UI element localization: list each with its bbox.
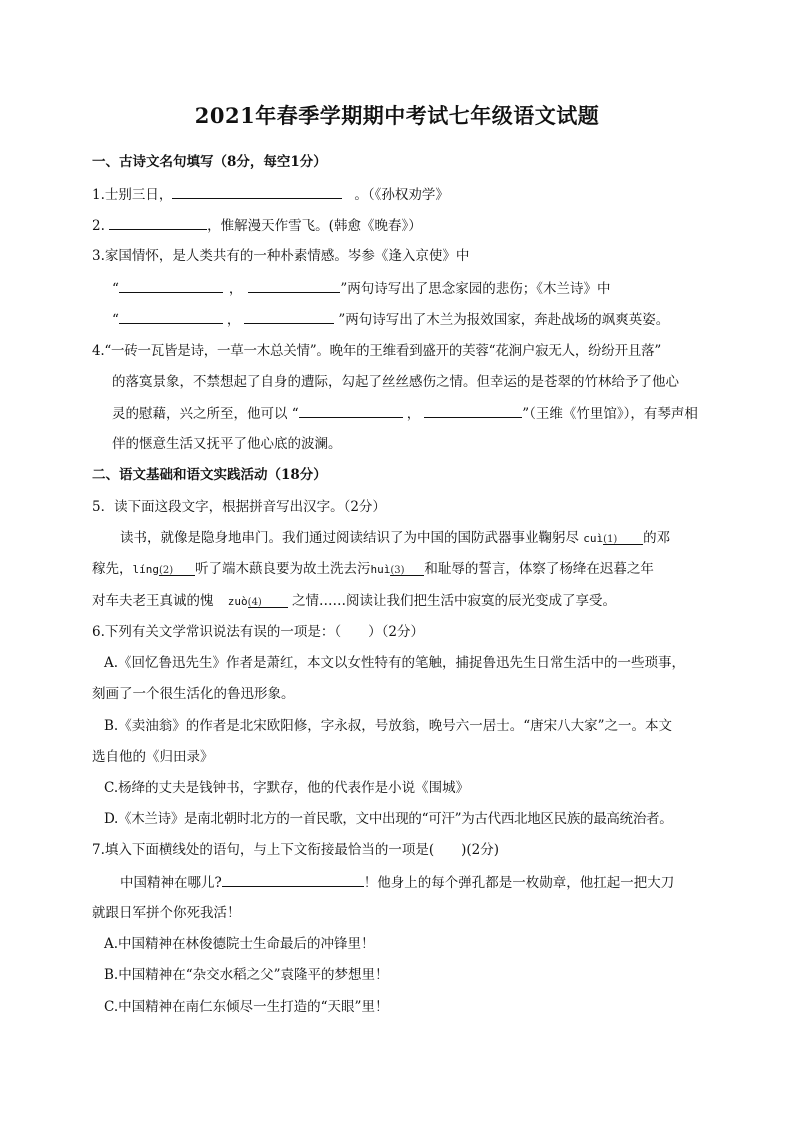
q7-text-2: ！他身上的每个弹孔都是一枚勋章，他扛起一把大刀: [363, 875, 675, 891]
q5-text-7: 之情……阅读让我们把生活中寂寞的辰光变成了享受。: [291, 593, 616, 609]
q3-line-2: [112, 278, 611, 299]
q3-line-3-suffix: ”两句诗写出了木兰为报效国家，奔赴战场的飒爽英姿。: [338, 312, 670, 328]
q5-text-5: 和耻辱的誓言，体察了杨绛在迟暮之年: [424, 561, 654, 577]
q4-blank-2: [424, 403, 522, 418]
q5-para-line-3: [92, 591, 616, 612]
q5-stem: 5．读下面这段文字，根据拼音写出汉字。（2分）: [92, 499, 386, 515]
q7-stem: 7.填入下面横线处的语句，与上下文衔接最恰当的一项是( )(2分): [92, 842, 500, 858]
q5-blank-3: (3): [390, 561, 424, 576]
q1-prefix: 1.士别三日，: [92, 187, 173, 203]
q3-open-quote: “: [112, 281, 119, 297]
q4-line-1: 4.“一砖一瓦皆是诗，一草一木总关情”。晚年的王维看到盛开的芙蓉“花涧户寂无人，纷纷开且落”: [92, 343, 661, 359]
q3-blank-1: [119, 278, 223, 293]
q5-pinyin-4: zuò: [227, 595, 248, 608]
q3-line-1: 3.家国情怀，是人类共有的一种朴素情感。岑参《逢入京使》中: [92, 248, 470, 264]
q5-pinyin-1: cuì: [583, 532, 604, 545]
question-2: [92, 215, 422, 236]
q3-line-3: [112, 309, 669, 330]
q4-line-3-suffix: ”（王维《竹里馆》），有琴声相: [522, 406, 698, 422]
q5-para-line-2: [92, 559, 654, 580]
section-1-heading: 一、古诗文名句填写（8分，每空1分）: [92, 154, 327, 170]
q5-text-4: 听了端木蕻良要为故土洗去污: [195, 561, 371, 577]
q3-blank-3: [119, 309, 223, 324]
q3-line-2-suffix: ”两句诗写出了思念家园的悲伤；《木兰诗》中: [340, 281, 611, 297]
q4-line-2: 的落寞景象，不禁想起了自身的遭际，勾起了丝丝感伤之情。但幸运的是苍翠的竹林给予了他心: [112, 374, 679, 390]
q7-text-1: 中国精神在哪儿?: [120, 875, 222, 891]
q5-pinyin-3: huì: [370, 563, 391, 576]
q6-option-b-line-2: 选自他的《归田录》: [92, 749, 214, 765]
q7-blank: [222, 872, 364, 887]
q4-line-3-prefix: 灵的慰藉，兴之所至，他可以 “: [112, 406, 299, 422]
q4-line-3: [112, 403, 698, 424]
q7-para-line-1: [120, 872, 674, 893]
q5-text-2: 的邓: [643, 530, 671, 546]
question-1: [92, 184, 449, 205]
q6-option-a-line-1: A.《回忆鲁迅先生》作者是萧红，本文以女性特有的笔触，捕捉鲁迅先生日常生活中的一些琐事，: [104, 655, 686, 671]
q3-blank-4: [244, 309, 334, 324]
q6-option-b-line-1: B.《卖油翁》的作者是北宋欧阳修，字永叔，号放翁，晚号六一居士。“唐宋八大家”之一。本文: [104, 718, 673, 734]
q5-text-6: 对车夫老王真诚的愧: [92, 593, 214, 609]
page-title: 2021年春季学期期中考试七年级语文试题: [194, 103, 600, 128]
q3-blank-2: [248, 278, 340, 293]
q7-option-c: C.中国精神在南仁东倾尽一生打造的“天眼”里！: [104, 999, 389, 1015]
q4-blank-1: [299, 403, 403, 418]
q1-suffix: 。（《孙权劝学》: [354, 187, 449, 203]
q2-prefix: 2.: [92, 218, 110, 234]
q4-comma: ，: [406, 406, 421, 422]
q7-option-a: A.中国精神在林俊德院士生命最后的冲锋里！: [104, 936, 375, 952]
q6-option-c: C.杨绛的丈夫是钱钟书，字默存，他的代表作是小说《围城》: [104, 780, 470, 796]
q5-pinyin-2: líng: [132, 563, 159, 576]
q6-option-a-line-2: 刻画了一个很生活化的鲁迅形象。: [92, 686, 295, 702]
q5-blank-2: (2): [159, 561, 195, 576]
q5-para-line-1: [120, 528, 670, 549]
q6-option-d: D.《木兰诗》是南北朝时北方的一首民歌，文中出现的“可汗”为古代西北地区民族的最高统治者。: [104, 811, 673, 827]
q5-text-1: 读书，就像是隐身地串门。我们通过阅读结识了为中国的国防武器事业鞠躬尽: [120, 530, 579, 546]
q2-blank: [109, 215, 207, 230]
q3-open-quote-2: “: [112, 312, 119, 328]
q1-blank: [172, 184, 342, 199]
q7-para-line-2: 就跟日军拼个你死我活！: [92, 905, 241, 921]
q6-stem: 6.下列有关文学常识说法有误的一项是：（ ）（2分）: [92, 624, 424, 640]
q5-text-3: 稼先，: [92, 561, 133, 577]
q3-comma-1: ，: [228, 281, 243, 297]
q5-blank-1: (1): [603, 530, 643, 545]
q4-line-4: 伴的惬意生活又抚平了他心底的波澜。: [112, 436, 342, 452]
q5-blank-4: (4): [248, 593, 288, 608]
q2-suffix: ，惟解漫天作雪飞。(韩愈《晚春》）: [207, 218, 422, 234]
section-2-heading: 二、语文基础和语文实践活动（18分）: [92, 467, 327, 483]
q7-option-b: B.中国精神在“杂交水稻之父”袁隆平的梦想里！: [104, 967, 389, 983]
q3-comma-2: ，: [226, 312, 241, 328]
